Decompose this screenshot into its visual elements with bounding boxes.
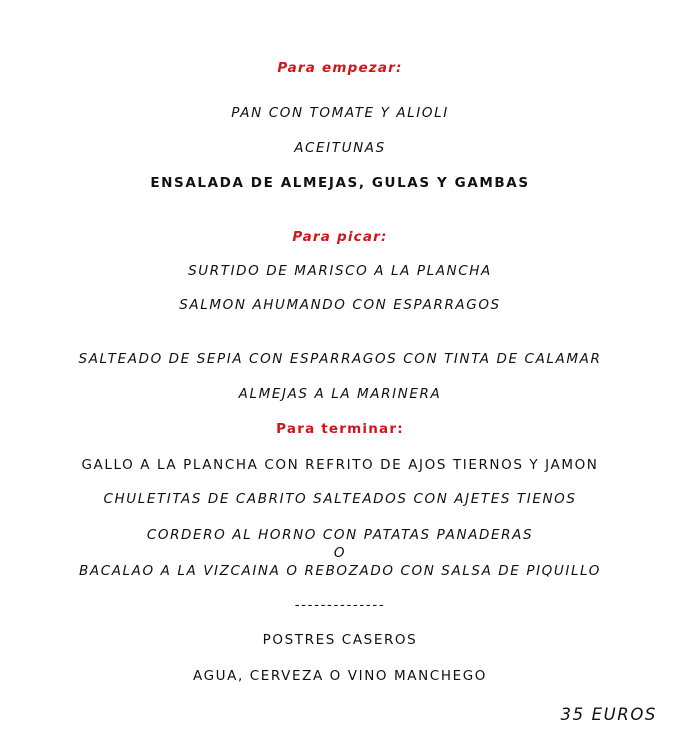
menu-item-almejas-marinera: ALMEJAS A LA MARINERA [238, 386, 442, 402]
menu-item-bacalao: BACALAO A LA VIZCAINA O REBOZADO CON SALSA DE PIQUILLO [79, 563, 601, 579]
menu-item-surtido-marisco: SURTIDO DE MARISCO A LA PLANCHA [188, 263, 492, 279]
section-heading-para-terminar: Para terminar: [276, 421, 404, 437]
menu-item-postres: POSTRES CASEROS [262, 632, 418, 648]
menu-item-gallo-plancha: GALLO A LA PLANCHA CON REFRITO DE AJOS TIERNOS Y JAMON [81, 457, 599, 473]
menu-item-salteado-sepia: SALTEADO DE SEPIA CON ESPARRAGOS CON TINTA DE CALAMAR [78, 351, 602, 367]
menu-item-cordero: CORDERO AL HORNO CON PATATAS PANADERAS [146, 527, 534, 543]
menu-item-pan-con-tomate: PAN CON TOMATE Y ALIOLI [231, 105, 449, 121]
menu-divider: -------------- [294, 597, 386, 613]
menu-or-separator: O [333, 545, 347, 561]
menu-item-aceitunas: ACEITUNAS [294, 140, 386, 156]
menu-item-salmon: SALMON AHUMANDO CON ESPARRAGOS [179, 297, 501, 313]
section-heading-para-picar: Para picar: [292, 229, 388, 245]
menu-item-chuletitas: CHULETITAS DE CABRITO SALTEADOS CON AJETES TIENOS [103, 491, 577, 507]
section-heading-para-empezar: Para empezar: [277, 60, 403, 76]
menu-item-ensalada: ENSALADA DE ALMEJAS, GULAS Y GAMBAS [150, 175, 530, 191]
menu-price: 35 EUROS [560, 705, 657, 724]
menu-item-bebidas: AGUA, CERVEZA O VINO MANCHEGO [192, 668, 488, 684]
